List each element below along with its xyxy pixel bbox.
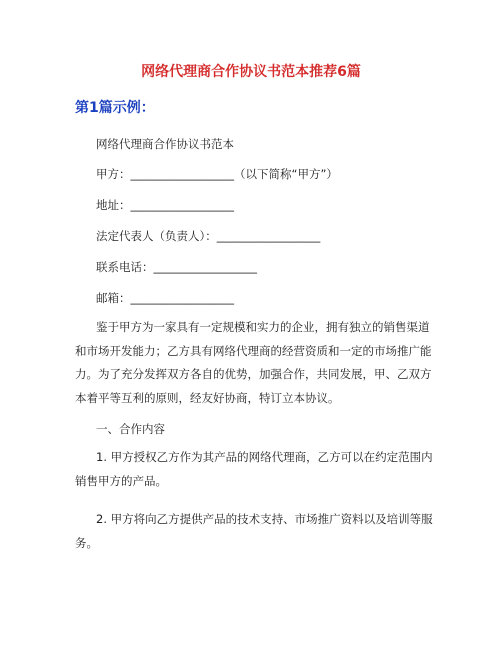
- address-line: 地址：__________________: [96, 198, 234, 212]
- clause-heading: 一、合作内容: [96, 422, 165, 436]
- phone-line: 联系电话：__________________: [96, 260, 257, 274]
- contract-name-line: 网络代理商合作协议书范本: [96, 137, 234, 151]
- email-line: 邮箱：__________________: [96, 291, 234, 305]
- document-title: 网络代理商合作协议书范本推荐6篇: [141, 64, 361, 80]
- intro-paragraph: 鉴于甲方为一家具有一定规模和实力的企业，拥有独立的销售渠道和市场开发能力；乙方具有网络代理商的经营资质和一定的市场推广能力。为了充分发挥双方各自的优势，加强合作，共同发展，甲、乙双方本着平等互利的原则，经友好协商，特订立本协议。: [75, 320, 432, 405]
- clause-item: 2. 甲方将向乙方提供产品的技术支持、市场推广资料以及培训等服务。: [75, 512, 433, 550]
- section-heading: 第1篇示例：: [75, 100, 155, 116]
- legal-representative-line: 法定代表人（负责人）：__________________: [96, 229, 321, 243]
- clause-item: 1. 甲方授权乙方作为其产品的网络代理商，乙方可以在约定范围内销售甲方的产品。: [75, 450, 433, 488]
- party-a-line: 甲方：__________________（以下简称“甲方”）: [96, 167, 338, 181]
